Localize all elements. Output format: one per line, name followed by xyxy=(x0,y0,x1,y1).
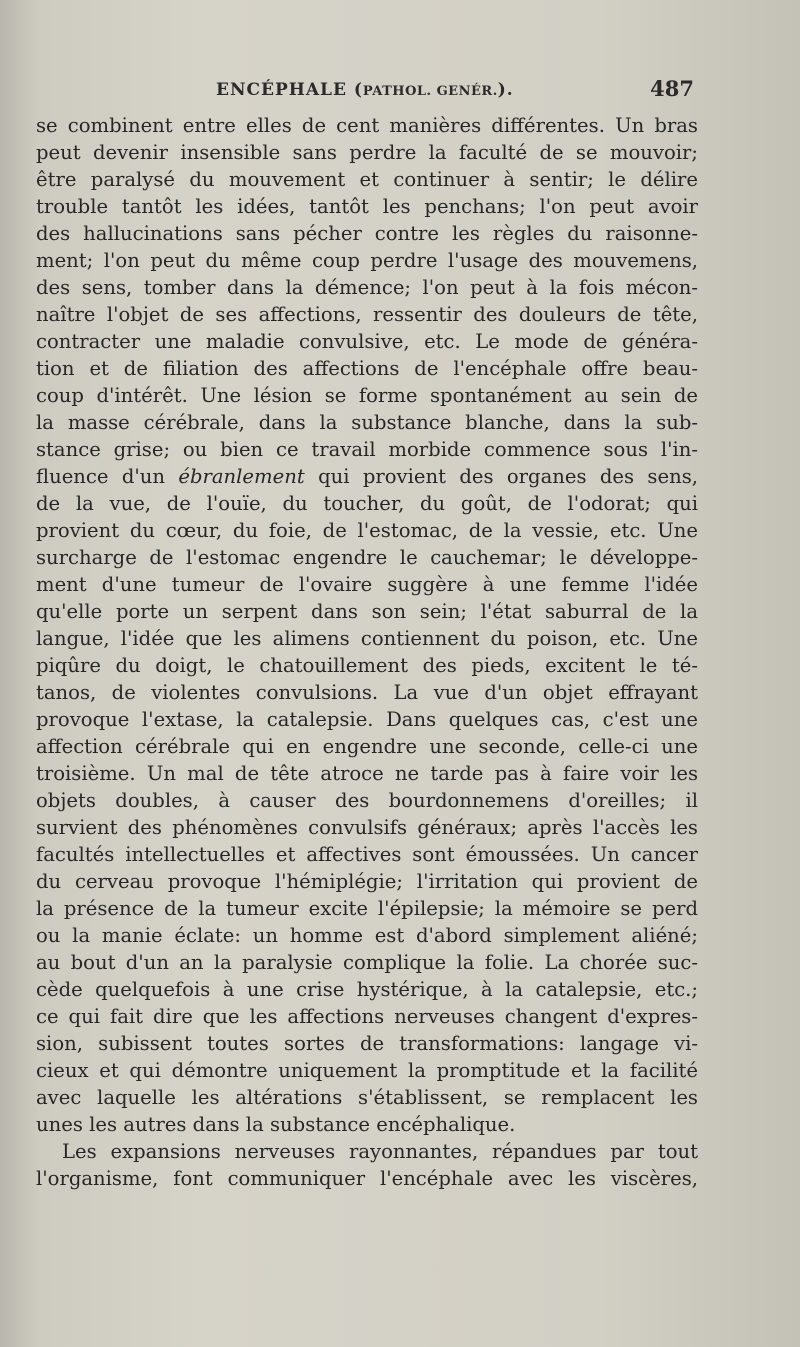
text-line: se combinent entre elles de cent manières différentes. Un bras xyxy=(36,114,698,137)
text-line: la présence de la tumeur excite l'épilepsie; la mémoire se perd xyxy=(36,897,698,920)
paragraph-start-line: Les expansions nerveuses rayonnantes, répandues par tout xyxy=(62,1140,698,1163)
text-line: langue, l'idée que les alimens contiennent du poison, etc. Une xyxy=(36,627,698,650)
text-line: au bout d'un an la paralysie complique la folie. La chorée suc- xyxy=(36,951,698,974)
running-header xyxy=(36,76,696,110)
text-line: objets doubles, à causer des bourdonnemens d'oreilles; il xyxy=(36,789,698,812)
text-line: ce qui fait dire que les affections nerveuses changent d'expres- xyxy=(36,1005,698,1028)
text-line: être paralysé du mouvement et continuer à sentir; le délire xyxy=(36,168,698,191)
text-line: surcharge de l'estomac engendre le cauchemar; le développe- xyxy=(36,546,698,569)
text-line: sion, subissent toutes sortes de transformations: langage vi- xyxy=(36,1032,698,1055)
text-line: facultés intellectuelles et affectives sont émoussées. Un cancer xyxy=(36,843,698,866)
text-line: cède quelquefois à une crise hystérique, à la catalepsie, etc.; xyxy=(36,978,698,1001)
text-line: naître l'objet de ses affections, ressentir des douleurs de tête, xyxy=(36,303,698,326)
text-line: troisième. Un mal de tête atroce ne tarde pas à faire voir les xyxy=(36,762,698,785)
text-line: ment d'une tumeur de l'ovaire suggère à une femme l'idée xyxy=(36,573,698,596)
text-line: trouble tantôt les idées, tantôt les penchans; l'on peut avoir xyxy=(36,195,698,218)
text-line: contracter une maladie convulsive, etc. Le mode de généra- xyxy=(36,330,698,353)
text-line: cieux et qui démontre uniquement la promptitude et la facilité xyxy=(36,1059,698,1082)
text-line: ou la manie éclate: un homme est d'abord simplement aliéné; xyxy=(36,924,698,947)
text-line: la masse cérébrale, dans la substance blanche, dans la sub- xyxy=(36,411,698,434)
text-line: stance grise; ou bien ce travail morbide commence sous l'in- xyxy=(36,438,698,461)
text-line: l'organisme, font communiquer l'encéphale avec les viscères, xyxy=(36,1167,698,1190)
line-start: fluence d'un xyxy=(36,465,165,488)
text-line: du cerveau provoque l'hémiplégie; l'irritation qui provient de xyxy=(36,870,698,893)
text-line: qu'elle porte un serpent dans son sein; l'état saburral de la xyxy=(36,600,698,623)
text-line: affection cérébrale qui en engendre une seconde, celle-ci une xyxy=(36,735,698,758)
text-line: des sens, tomber dans la démence; l'on peut à la fois mécon- xyxy=(36,276,698,299)
line-end: qui provient des organes des sens, xyxy=(318,465,698,488)
text-line: peut devenir insensible sans perdre la faculté de se mouvoir; xyxy=(36,141,698,164)
paragraph-end-line: unes les autres dans la substance encéphalique. xyxy=(36,1113,516,1136)
text-line: tanos, de violentes convulsions. La vue d'un objet effrayant xyxy=(36,681,698,704)
page-number: 487 xyxy=(650,76,694,101)
text-line: des hallucinations sans pécher contre les règles du raisonne- xyxy=(36,222,698,245)
text-line: coup d'intérêt. Une lésion se forme spontanément au sein de xyxy=(36,384,698,407)
text-line-with-italic xyxy=(36,463,698,490)
text-line: tion et de filiation des affections de l'encéphale offre beau- xyxy=(36,357,698,380)
text-line: provient du cœur, du foie, de l'estomac, de la vessie, etc. Une xyxy=(36,519,698,542)
running-title-suffix: ). xyxy=(497,80,514,100)
text-line: avec laquelle les altérations s'établissent, se remplacent les xyxy=(36,1086,698,1109)
body-text xyxy=(36,112,698,1192)
text-line: de la vue, de l'ouïe, du toucher, du goût, de l'odorat; qui xyxy=(36,492,698,515)
text-line: piqûre du doigt, le chatouillement des pieds, excitent le té- xyxy=(36,654,698,677)
running-title-prefix: ENCÉPHALE ( xyxy=(216,80,363,100)
text-line: provoque l'extase, la catalepsie. Dans quelques cas, c'est une xyxy=(36,708,698,731)
text-line: ment; l'on peut du même coup perdre l'usage des mouvemens, xyxy=(36,249,698,272)
italic-term: ébranlement xyxy=(178,465,305,488)
running-title-small: PATHOL. GENÉR. xyxy=(362,84,498,99)
running-title xyxy=(216,80,514,100)
text-line: survient des phénomènes convulsifs généraux; après l'accès les xyxy=(36,816,698,839)
